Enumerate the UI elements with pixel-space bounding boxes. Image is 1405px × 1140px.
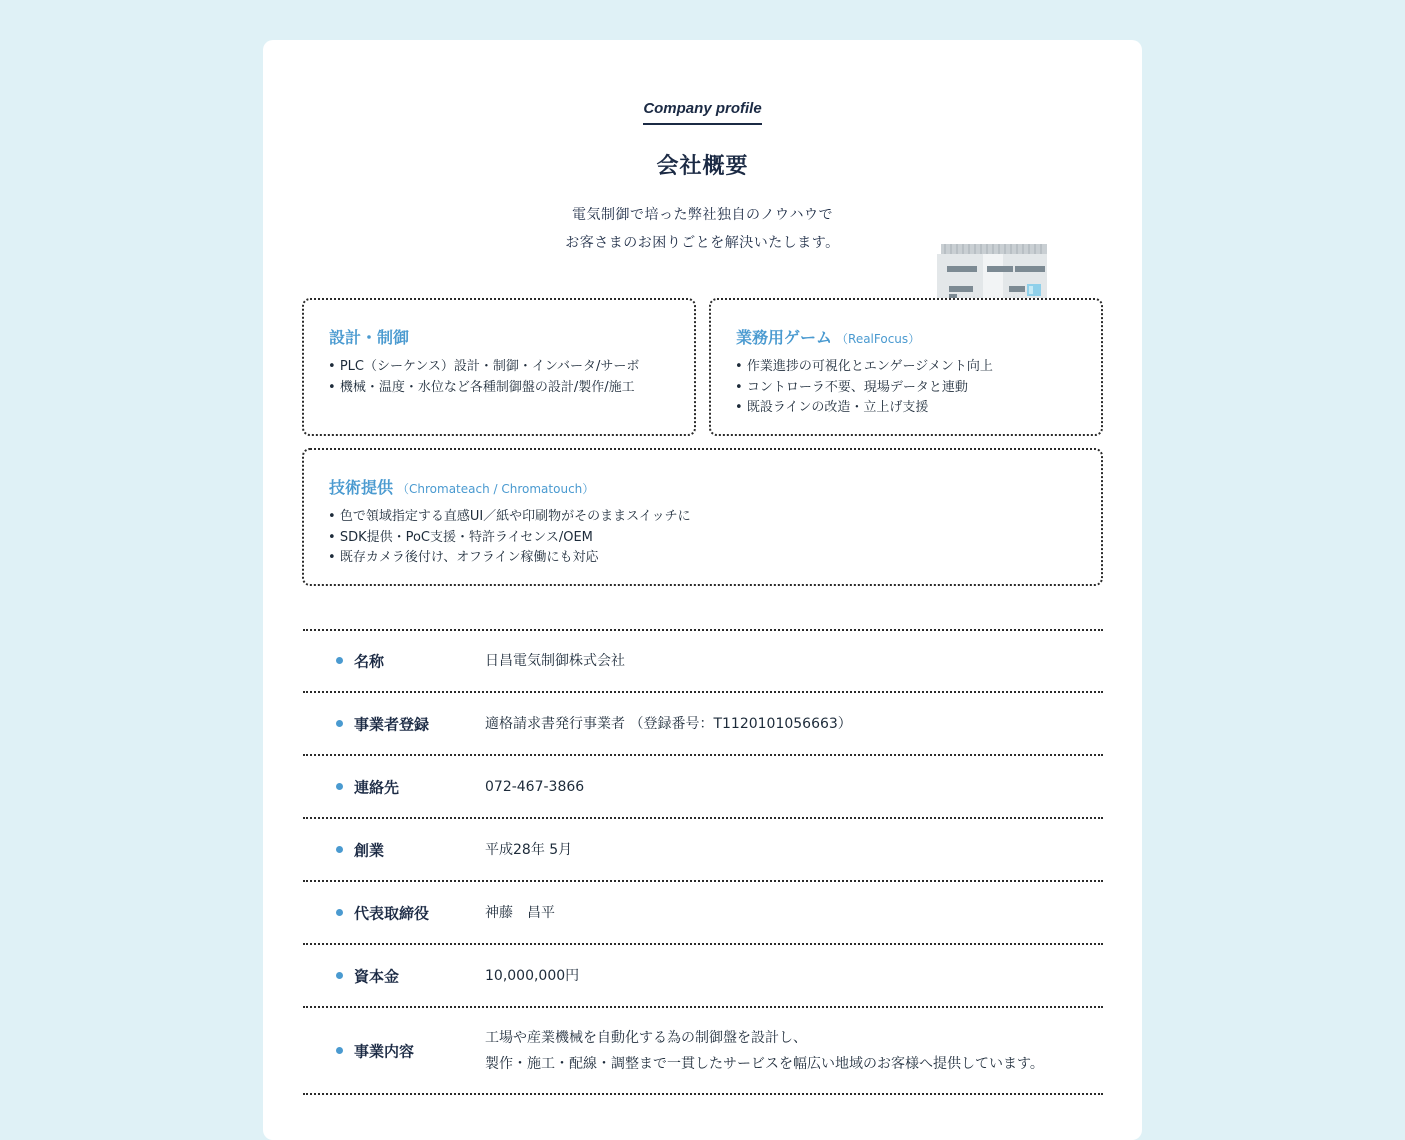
table-row [303,817,1103,880]
row-label: 事業内容 [354,1042,415,1060]
list-item: • 既設ラインの改造・立上げ支援 [735,398,993,419]
service-list [328,507,691,569]
table-row [303,880,1103,943]
list-item: • 既存カメラ後付け、オフライン稼働にも対応 [328,548,691,569]
lead-line-2: お客さまのお困りごとを解決いたします。 [565,235,840,251]
service-card-business-game [709,298,1103,436]
list-item: • SDK提供・PoC支援・特許ライセンス/OEM [328,528,691,549]
row-label: 名称 [354,652,385,671]
row-value: 適格請求書発行事業者 （登録番号：T1120101056663） [485,715,852,732]
service-list [328,357,639,398]
row-label: 連絡先 [354,778,400,796]
row-value: 平成28年 5月 [485,841,573,858]
table-row [303,1006,1103,1095]
section-eyebrow [263,98,1142,125]
factory-building-illustration [935,242,1049,304]
row-value: 日昌電気制御株式会社 [485,653,625,669]
bullet-dot [336,909,343,916]
service-card-design-control [302,298,696,436]
row-label: 事業者登録 [354,715,430,733]
bullet-dot [336,972,343,979]
row-value-line-2: 製作・施工・配線・調整まで一貫したサービスを幅広い地域のお客様へ提供しています。 [485,1055,1044,1072]
lead-line-1: 電気制御で培った弊社独自のノウハウで [572,207,833,223]
service-subtitle: （Chromateach / Chromatouch） [397,482,595,496]
table-row [303,629,1103,691]
row-value-line-1: 工場や産業機械を自動化する為の制御盤を設計し、 [485,1029,807,1046]
company-profile-card [263,40,1142,1140]
row-value [485,1025,1044,1077]
service-subtitle: （RealFocus） [836,332,921,346]
eyebrow-text: Company profile [643,100,761,125]
bullet-dot [336,657,343,664]
row-label: 代表取締役 [354,904,430,922]
row-value: 072-467-3866 [485,778,585,795]
service-title: 業務用ゲーム （RealFocus） [736,328,921,347]
service-list [735,357,993,419]
table-row [303,754,1103,817]
bullet-dot [336,720,343,727]
page-title: 会社概要 [656,154,749,179]
bullet-dot [336,1047,343,1054]
service-title: 設計・制御 [329,328,410,347]
list-item: • コントローラ不要、現場データと連動 [735,378,993,399]
row-label: 資本金 [354,967,400,985]
list-item: • 色で領域指定する直感UI／紙や印刷物がそのままスイッチに [328,507,691,528]
profile-table [303,629,1103,1095]
list-item: • PLC（シーケンス）設計・制御・インバータ/サーボ [328,357,639,378]
list-item: • 機械・温度・水位など各種制御盤の設計/製作/施工 [328,378,639,399]
service-card-technology [302,448,1103,586]
list-item: • 作業進捗の可視化とエンゲージメント向上 [735,357,993,378]
row-value: 神藤 昌平 [485,904,555,921]
bullet-dot [336,783,343,790]
table-row [303,943,1103,1006]
row-label: 創業 [354,841,385,859]
row-value: 10,000,000円 [485,967,580,984]
table-row [303,691,1103,754]
service-title: 技術提供 （Chromateach / Chromatouch） [329,478,595,497]
bullet-dot [336,846,343,853]
